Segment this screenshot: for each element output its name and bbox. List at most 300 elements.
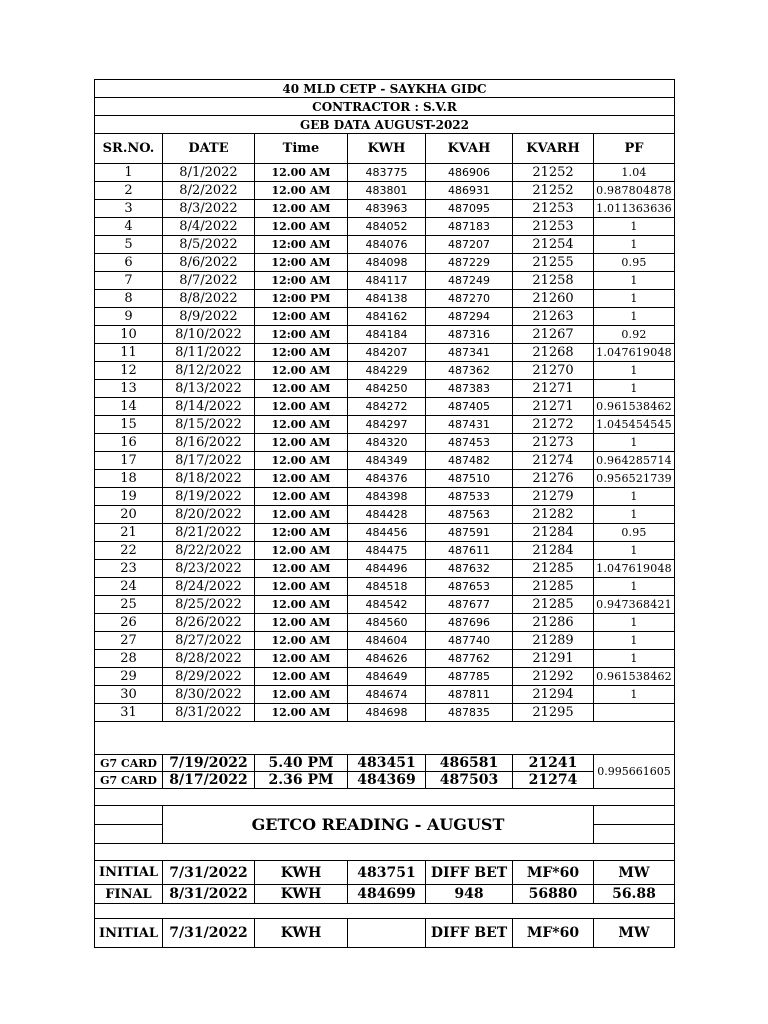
g7-date: 8/17/2022	[163, 772, 255, 789]
cell-kvah: 487229	[426, 254, 513, 272]
cell-sr-no: 12	[95, 362, 163, 380]
cell-kvarh: 21268	[513, 344, 594, 362]
cell-date: 8/14/2022	[163, 398, 255, 416]
cell-kvah: 487835	[426, 704, 513, 722]
cell-time: 12.00 AM	[255, 362, 348, 380]
cell-date: 8/29/2022	[163, 668, 255, 686]
cell-kvarh: 21286	[513, 614, 594, 632]
table-row	[95, 434, 675, 452]
cell-kvarh: 21271	[513, 398, 594, 416]
cell-date: 8/19/2022	[163, 488, 255, 506]
cell-pf: 1.047619048	[594, 560, 675, 578]
cell-kvarh: 21263	[513, 308, 594, 326]
cell-kwh: 484542	[348, 596, 426, 614]
cell-date: 8/10/2022	[163, 326, 255, 344]
table-row	[95, 614, 675, 632]
g7-kvarh: 21274	[513, 772, 594, 789]
cell-kvah: 487740	[426, 632, 513, 650]
cell-kvah: 487405	[426, 398, 513, 416]
table-row	[95, 632, 675, 650]
cell-kvarh: 21291	[513, 650, 594, 668]
cell-date: 8/4/2022	[163, 218, 255, 236]
cell-time: 12.00 AM	[255, 650, 348, 668]
cell-kwh: 484052	[348, 218, 426, 236]
table-row	[95, 560, 675, 578]
cell-kvarh: 21285	[513, 578, 594, 596]
cell-kwh: 484398	[348, 488, 426, 506]
report-subtitle: GEB DATA AUGUST-2022	[95, 116, 675, 134]
table-row	[95, 254, 675, 272]
cell-kwh: 484272	[348, 398, 426, 416]
cell-kvarh: 21292	[513, 668, 594, 686]
cell-pf: 1.047619048	[594, 344, 675, 362]
getco-blank-right	[594, 825, 675, 844]
table-row	[95, 326, 675, 344]
initial-unit: KWH	[255, 919, 348, 948]
cell-date: 8/26/2022	[163, 614, 255, 632]
cell-date: 8/23/2022	[163, 560, 255, 578]
cell-time: 12:00 AM	[255, 254, 348, 272]
cell-pf: 1	[594, 308, 675, 326]
table-row	[95, 650, 675, 668]
cell-kvah: 487362	[426, 362, 513, 380]
cell-kvarh: 21285	[513, 596, 594, 614]
header-time: Time	[255, 134, 348, 164]
table-row	[95, 452, 675, 470]
geb-data-sheet	[94, 79, 675, 948]
initial-value: 483751	[348, 861, 426, 885]
cell-kvah: 487183	[426, 218, 513, 236]
cell-time: 12.00 AM	[255, 164, 348, 182]
cell-kwh: 484475	[348, 542, 426, 560]
cell-kwh: 483801	[348, 182, 426, 200]
cell-kwh: 484428	[348, 506, 426, 524]
cell-kvah: 487095	[426, 200, 513, 218]
mw-value: 56.88	[594, 885, 675, 904]
cell-time: 12.00 AM	[255, 398, 348, 416]
cell-time: 12.00 AM	[255, 704, 348, 722]
cell-sr-no: 7	[95, 272, 163, 290]
cell-pf: 0.95	[594, 254, 675, 272]
g7-card-row	[95, 755, 675, 772]
table-row	[95, 362, 675, 380]
cell-sr-no: 31	[95, 704, 163, 722]
cell-time: 12.00 AM	[255, 542, 348, 560]
mf-value: 56880	[513, 885, 594, 904]
getco-title: GETCO READING - AUGUST	[163, 806, 594, 844]
mw-label: MW	[594, 919, 675, 948]
cell-pf	[594, 704, 675, 722]
cell-pf: 1	[594, 362, 675, 380]
g7-kwh: 484369	[348, 772, 426, 789]
spacer-cell	[95, 844, 675, 861]
table-row	[95, 164, 675, 182]
cell-pf: 1	[594, 578, 675, 596]
table-row	[95, 290, 675, 308]
cell-kvarh: 21282	[513, 506, 594, 524]
cell-kvarh: 21254	[513, 236, 594, 254]
cell-kvah: 487249	[426, 272, 513, 290]
cell-kvah: 487591	[426, 524, 513, 542]
table-row	[95, 686, 675, 704]
cell-date: 8/1/2022	[163, 164, 255, 182]
contractor-line: CONTRACTOR : S.V.R	[95, 98, 675, 116]
table-row	[95, 596, 675, 614]
cell-pf: 1	[594, 488, 675, 506]
cell-kwh: 484560	[348, 614, 426, 632]
cell-kvarh: 21252	[513, 182, 594, 200]
cell-pf: 1	[594, 236, 675, 254]
cell-sr-no: 14	[95, 398, 163, 416]
cell-kvah: 487341	[426, 344, 513, 362]
cell-kvarh: 21295	[513, 704, 594, 722]
cell-kvah: 487510	[426, 470, 513, 488]
cell-time: 12.00 AM	[255, 560, 348, 578]
getco-blank-left	[95, 806, 163, 825]
cell-kvah: 487533	[426, 488, 513, 506]
cell-pf: 1	[594, 380, 675, 398]
getco-initial-row-2	[95, 919, 675, 948]
cell-sr-no: 21	[95, 524, 163, 542]
cell-kvah: 487677	[426, 596, 513, 614]
cell-kvarh: 21253	[513, 200, 594, 218]
cell-sr-no: 10	[95, 326, 163, 344]
cell-pf: 1	[594, 506, 675, 524]
cell-kwh: 484076	[348, 236, 426, 254]
cell-date: 8/18/2022	[163, 470, 255, 488]
table-row	[95, 488, 675, 506]
cell-kvah: 487811	[426, 686, 513, 704]
table-row	[95, 380, 675, 398]
cell-kvarh: 21274	[513, 452, 594, 470]
cell-kvah: 486931	[426, 182, 513, 200]
cell-sr-no: 20	[95, 506, 163, 524]
cell-kvah: 487383	[426, 380, 513, 398]
cell-sr-no: 28	[95, 650, 163, 668]
cell-pf: 1.045454545	[594, 416, 675, 434]
cell-kvarh: 21255	[513, 254, 594, 272]
cell-sr-no: 17	[95, 452, 163, 470]
final-unit: KWH	[255, 885, 348, 904]
spacer-cell	[95, 789, 675, 806]
header-sr-no: SR.NO.	[95, 134, 163, 164]
g7-date: 7/19/2022	[163, 755, 255, 772]
cell-time: 12.00 AM	[255, 380, 348, 398]
cell-kwh: 484320	[348, 434, 426, 452]
cell-kvarh: 21294	[513, 686, 594, 704]
getco-blank-right	[594, 806, 675, 825]
table-row	[95, 398, 675, 416]
cell-pf: 0.947368421	[594, 596, 675, 614]
cell-kwh: 484184	[348, 326, 426, 344]
cell-kvah: 487632	[426, 560, 513, 578]
spacer-row	[95, 789, 675, 806]
cell-sr-no: 22	[95, 542, 163, 560]
cell-pf: 1	[594, 434, 675, 452]
cell-kvah: 487696	[426, 614, 513, 632]
cell-kwh: 484649	[348, 668, 426, 686]
sheet-title: 40 MLD CETP - SAYKHA GIDC	[95, 80, 675, 98]
table-row	[95, 668, 675, 686]
cell-pf: 1	[594, 614, 675, 632]
cell-time: 12.00 AM	[255, 506, 348, 524]
initial-label: INITIAL	[95, 919, 163, 948]
g7-kvah: 486581	[426, 755, 513, 772]
table-row	[95, 470, 675, 488]
cell-pf: 0.92	[594, 326, 675, 344]
cell-date: 8/27/2022	[163, 632, 255, 650]
header-pf: PF	[594, 134, 675, 164]
cell-date: 8/28/2022	[163, 650, 255, 668]
table-row	[95, 524, 675, 542]
cell-kwh: 484674	[348, 686, 426, 704]
cell-pf: 0.956521739	[594, 470, 675, 488]
cell-kwh: 484250	[348, 380, 426, 398]
table-row	[95, 200, 675, 218]
spacer-cell	[95, 904, 675, 919]
cell-pf: 1	[594, 686, 675, 704]
cell-kvah: 487762	[426, 650, 513, 668]
spacer-row	[95, 722, 675, 755]
cell-kvarh: 21284	[513, 524, 594, 542]
initial-date: 7/31/2022	[163, 919, 255, 948]
g7-card-row	[95, 772, 675, 789]
cell-kvarh: 21270	[513, 362, 594, 380]
cell-sr-no: 24	[95, 578, 163, 596]
cell-date: 8/22/2022	[163, 542, 255, 560]
cell-kwh: 483963	[348, 200, 426, 218]
cell-kwh: 484376	[348, 470, 426, 488]
spacer-cell	[95, 722, 675, 755]
cell-kvah: 487482	[426, 452, 513, 470]
cell-kwh: 484297	[348, 416, 426, 434]
cell-date: 8/21/2022	[163, 524, 255, 542]
table-row	[95, 704, 675, 722]
cell-sr-no: 4	[95, 218, 163, 236]
g7-time: 5.40 PM	[255, 755, 348, 772]
cell-kvarh: 21253	[513, 218, 594, 236]
cell-date: 8/25/2022	[163, 596, 255, 614]
cell-kwh: 484626	[348, 650, 426, 668]
cell-sr-no: 8	[95, 290, 163, 308]
diff-value: 948	[426, 885, 513, 904]
cell-date: 8/3/2022	[163, 200, 255, 218]
cell-kvarh: 21273	[513, 434, 594, 452]
cell-pf: 0.964285714	[594, 452, 675, 470]
spacer-row	[95, 904, 675, 919]
cell-time: 12:00 AM	[255, 326, 348, 344]
cell-sr-no: 23	[95, 560, 163, 578]
table-row	[95, 542, 675, 560]
cell-pf: 1	[594, 272, 675, 290]
g7-kvah: 487503	[426, 772, 513, 789]
cell-date: 8/31/2022	[163, 704, 255, 722]
table-row	[95, 272, 675, 290]
cell-date: 8/9/2022	[163, 308, 255, 326]
cell-kvah: 487453	[426, 434, 513, 452]
cell-kvah: 486906	[426, 164, 513, 182]
cell-kvah: 487294	[426, 308, 513, 326]
cell-kwh: 484138	[348, 290, 426, 308]
spacer-row	[95, 844, 675, 861]
cell-pf: 1	[594, 290, 675, 308]
cell-kwh: 484098	[348, 254, 426, 272]
cell-pf: 1.011363636	[594, 200, 675, 218]
cell-kvah: 487270	[426, 290, 513, 308]
cell-kvarh: 21258	[513, 272, 594, 290]
cell-kvah: 487785	[426, 668, 513, 686]
cell-sr-no: 11	[95, 344, 163, 362]
cell-kwh: 484604	[348, 632, 426, 650]
table-row	[95, 236, 675, 254]
cell-date: 8/13/2022	[163, 380, 255, 398]
cell-date: 8/30/2022	[163, 686, 255, 704]
cell-time: 12.00 AM	[255, 578, 348, 596]
mf-label: MF*60	[513, 861, 594, 885]
cell-sr-no: 9	[95, 308, 163, 326]
diff-bet-label: DIFF BET	[426, 861, 513, 885]
cell-kvah: 487207	[426, 236, 513, 254]
cell-kwh: 484349	[348, 452, 426, 470]
g7-kvarh: 21241	[513, 755, 594, 772]
cell-date: 8/11/2022	[163, 344, 255, 362]
table-row	[95, 506, 675, 524]
cell-date: 8/6/2022	[163, 254, 255, 272]
cell-time: 12.00 AM	[255, 686, 348, 704]
cell-date: 8/2/2022	[163, 182, 255, 200]
cell-sr-no: 1	[95, 164, 163, 182]
cell-time: 12:00 AM	[255, 272, 348, 290]
cell-time: 12.00 AM	[255, 200, 348, 218]
cell-sr-no: 26	[95, 614, 163, 632]
mw-label: MW	[594, 861, 675, 885]
final-label: FINAL	[95, 885, 163, 904]
header-kwh: KWH	[348, 134, 426, 164]
cell-kwh: 484229	[348, 362, 426, 380]
cell-sr-no: 2	[95, 182, 163, 200]
getco-blank-left	[95, 825, 163, 844]
cell-date: 8/17/2022	[163, 452, 255, 470]
cell-kvah: 487653	[426, 578, 513, 596]
cell-sr-no: 3	[95, 200, 163, 218]
cell-date: 8/7/2022	[163, 272, 255, 290]
cell-sr-no: 30	[95, 686, 163, 704]
table-row	[95, 578, 675, 596]
initial-value	[348, 919, 426, 948]
cell-kwh: 484162	[348, 308, 426, 326]
g7-label: G7 CARD	[95, 755, 163, 772]
cell-date: 8/24/2022	[163, 578, 255, 596]
getco-initial-row	[95, 861, 675, 885]
cell-sr-no: 6	[95, 254, 163, 272]
initial-unit: KWH	[255, 861, 348, 885]
cell-time: 12:00 AM	[255, 308, 348, 326]
cell-sr-no: 5	[95, 236, 163, 254]
cell-kwh: 484518	[348, 578, 426, 596]
cell-sr-no: 25	[95, 596, 163, 614]
cell-date: 8/5/2022	[163, 236, 255, 254]
cell-kvarh: 21271	[513, 380, 594, 398]
cell-time: 12.00 AM	[255, 416, 348, 434]
cell-time: 12.00 AM	[255, 434, 348, 452]
cell-sr-no: 16	[95, 434, 163, 452]
cell-pf: 1	[594, 542, 675, 560]
cell-kvarh: 21260	[513, 290, 594, 308]
cell-kvarh: 21267	[513, 326, 594, 344]
g7-time: 2.36 PM	[255, 772, 348, 789]
cell-time: 12:00 PM	[255, 290, 348, 308]
cell-kvarh: 21272	[513, 416, 594, 434]
cell-time: 12:00 AM	[255, 344, 348, 362]
final-date: 8/31/2022	[163, 885, 255, 904]
cell-date: 8/8/2022	[163, 290, 255, 308]
table-row	[95, 416, 675, 434]
g7-pf: 0.995661605	[594, 755, 675, 789]
cell-kvarh: 21289	[513, 632, 594, 650]
cell-date: 8/20/2022	[163, 506, 255, 524]
initial-label: INITIAL	[95, 861, 163, 885]
cell-date: 8/16/2022	[163, 434, 255, 452]
cell-time: 12.00 AM	[255, 470, 348, 488]
cell-time: 12.00 AM	[255, 614, 348, 632]
diff-bet-label: DIFF BET	[426, 919, 513, 948]
mf-label: MF*60	[513, 919, 594, 948]
cell-kwh: 484207	[348, 344, 426, 362]
cell-time: 12.00 AM	[255, 596, 348, 614]
cell-sr-no: 15	[95, 416, 163, 434]
cell-time: 12.00 AM	[255, 632, 348, 650]
table-row	[95, 344, 675, 362]
cell-kvarh: 21276	[513, 470, 594, 488]
cell-kvarh: 21252	[513, 164, 594, 182]
cell-time: 12:00 AM	[255, 524, 348, 542]
cell-kvah: 487563	[426, 506, 513, 524]
getco-final-row	[95, 885, 675, 904]
header-kvah: KVAH	[426, 134, 513, 164]
table-row	[95, 308, 675, 326]
cell-kvah: 487431	[426, 416, 513, 434]
header-kvarh: KVARH	[513, 134, 594, 164]
cell-time: 12.00 AM	[255, 452, 348, 470]
cell-kvarh: 21284	[513, 542, 594, 560]
cell-kvah: 487316	[426, 326, 513, 344]
header-date: DATE	[163, 134, 255, 164]
cell-time: 12:00 AM	[255, 236, 348, 254]
cell-date: 8/15/2022	[163, 416, 255, 434]
cell-sr-no: 29	[95, 668, 163, 686]
cell-pf: 1	[594, 632, 675, 650]
cell-pf: 0.961538462	[594, 668, 675, 686]
cell-pf: 0.961538462	[594, 398, 675, 416]
final-value: 484699	[348, 885, 426, 904]
cell-kwh: 484456	[348, 524, 426, 542]
cell-kvarh: 21285	[513, 560, 594, 578]
cell-pf: 1	[594, 218, 675, 236]
cell-pf: 0.95	[594, 524, 675, 542]
column-header-row	[95, 134, 675, 164]
cell-kwh: 484698	[348, 704, 426, 722]
cell-kwh: 483775	[348, 164, 426, 182]
g7-kwh: 483451	[348, 755, 426, 772]
cell-sr-no: 18	[95, 470, 163, 488]
cell-date: 8/12/2022	[163, 362, 255, 380]
cell-kwh: 484117	[348, 272, 426, 290]
cell-time: 12.00 AM	[255, 182, 348, 200]
cell-kvarh: 21279	[513, 488, 594, 506]
cell-time: 12.00 AM	[255, 488, 348, 506]
table-row	[95, 218, 675, 236]
getco-title-row	[95, 806, 675, 825]
